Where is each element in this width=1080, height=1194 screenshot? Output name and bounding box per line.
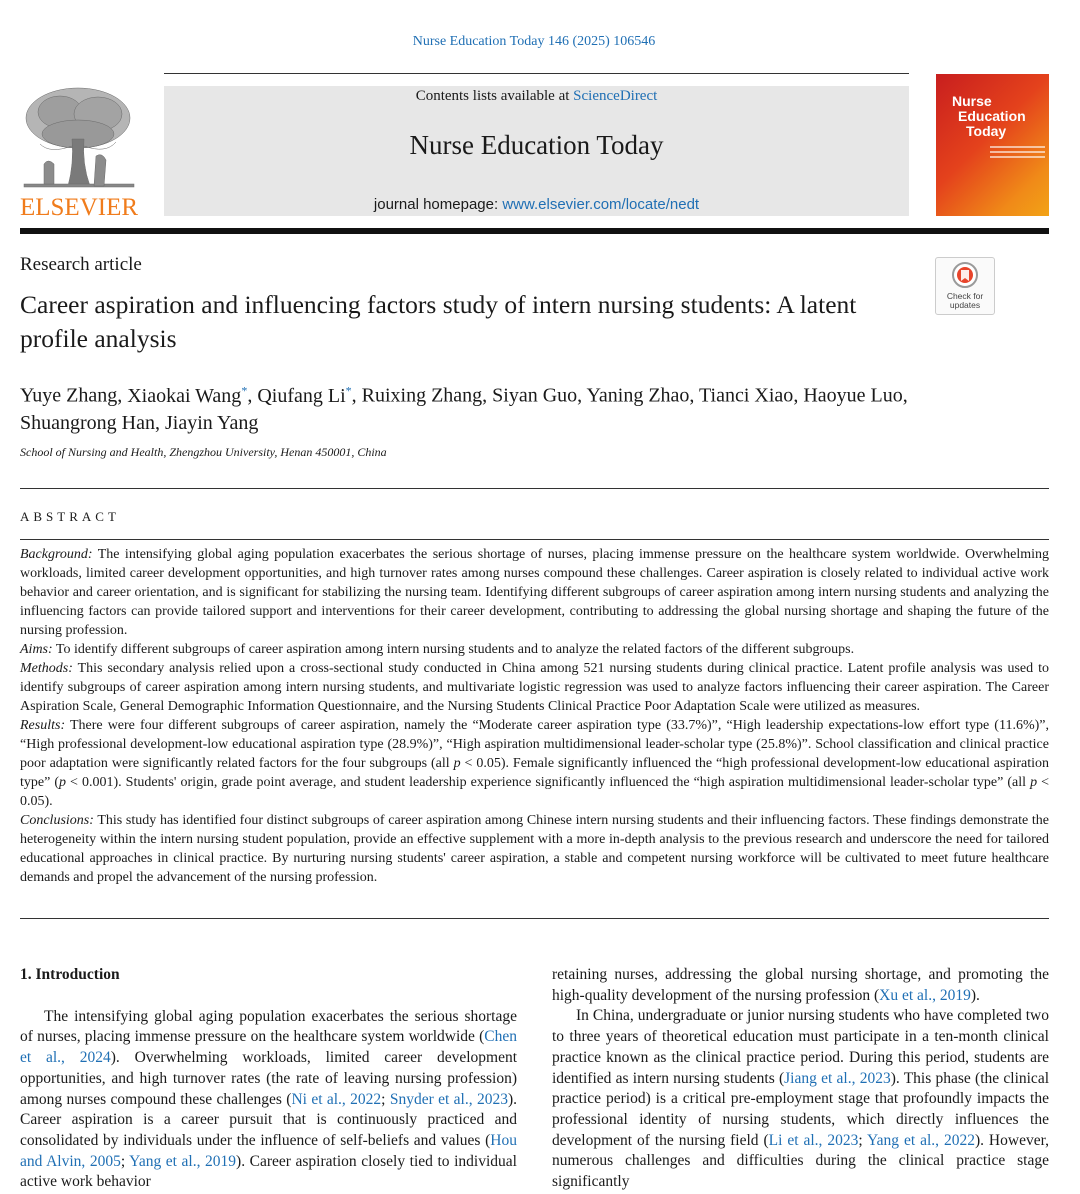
journal-homepage-link[interactable]: www.elsevier.com/locate/nedt bbox=[502, 196, 700, 213]
body-text: ). This phase (the clinical practice period) is a critical pre-employment stage that profoundly impacts the professional identity of nursing students, which directly influences the development of the nursing field ( bbox=[552, 1069, 1049, 1149]
abstract-label: Conclusions: bbox=[20, 813, 94, 828]
elsevier-logo bbox=[20, 84, 138, 220]
journal-reference[interactable]: Nurse Education Today 146 (2025) 106546 bbox=[412, 34, 656, 49]
sciencedirect-link[interactable]: ScienceDirect bbox=[573, 88, 658, 104]
author-name[interactable]: Shuangrong Han bbox=[20, 411, 155, 434]
section-rule bbox=[20, 488, 1049, 489]
p-symbol: p bbox=[59, 775, 67, 790]
body-text: The intensifying global aging population exacerbates the serious shortage of nurses, placing immense pressure on the healthcare system worldwide ( bbox=[20, 1007, 517, 1046]
header-rule bbox=[164, 73, 909, 74]
citation-link[interactable]: Yang et al., 2019 bbox=[129, 1152, 237, 1170]
author-name[interactable]: Haoyue Luo bbox=[803, 384, 903, 407]
abstract-text: < 0.05). bbox=[20, 775, 1049, 809]
author-name[interactable]: Ruixing Zhang bbox=[361, 384, 483, 407]
body-text: ). Career aspiration closely tied to individual active work behavior bbox=[20, 1152, 517, 1191]
body-column-right bbox=[552, 965, 1049, 1193]
author-list: Yuye Zhang, Xiaokai Wang*, Qiufang Li*, Ruixing Zhang, Siyan Guo, Yaning Zhao, Tianci Xiao, Haoyue Luo, Shuangrong Han, Jiayin Yang bbox=[20, 383, 908, 434]
citation-link[interactable]: Hou and Alvin, 2005 bbox=[20, 1131, 517, 1170]
cover-title-line: Education bbox=[958, 108, 1026, 124]
affiliation: School of Nursing and Health, Zhengzhou University, Henan 450001, China bbox=[20, 445, 387, 459]
check-updates-line2: updates bbox=[949, 300, 981, 310]
section-heading: 1. Introduction bbox=[20, 966, 120, 983]
corresponding-author-marker[interactable]: * bbox=[241, 383, 248, 397]
citation-link[interactable]: Li et al., 2023 bbox=[768, 1131, 859, 1149]
body-text: ). Career aspiration is a career pursuit that is continuously practiced and consolidated by individuals under the influence of self-beliefs and values ( bbox=[20, 1090, 517, 1149]
cover-decoration bbox=[990, 146, 1045, 161]
contents-line bbox=[164, 88, 909, 105]
abstract-text: < 0.001). Students' origin, grade point average, and student leadership experience significantly influenced the “high aspiration multidimensional leader-scholar type” (all bbox=[66, 775, 1031, 790]
abstract-results bbox=[20, 716, 1049, 811]
header-thick-rule bbox=[20, 228, 1049, 234]
check-for-updates-button[interactable] bbox=[935, 257, 995, 315]
body-paragraph bbox=[552, 1006, 1049, 1192]
author-name[interactable]: Jiayin Yang bbox=[164, 411, 259, 434]
p-symbol: p bbox=[453, 756, 461, 771]
body-paragraph bbox=[20, 1007, 517, 1193]
body-text: ). Overwhelming workloads, limited career development opportunities, and high turnover rates (the rate of leaving nursing profession) among nurses compound these challenges ( bbox=[20, 1049, 518, 1108]
author-name[interactable]: Siyan Guo bbox=[492, 384, 578, 407]
abstract-text: The intensifying global aging population exacerbates the serious shortage of nurses, placing immense pressure on the healthcare system worldwide. Overwhelming workloads, limited career development opportunities, and high turnover rates among nurses compound these challenges. Career aspiration is closely related to individual active work behavior and career orientation, and is significant for stabilizing the nursing team. Identifying different subgroups of career aspiration among intern nursing students and analyzing the influencing factors can provide tailored support and interventions for their career development, contributing to addressing the global nursing shortage and shaping the future of the nursing profession. bbox=[20, 547, 1049, 638]
abstract-aims bbox=[20, 640, 1049, 659]
body-text: In China, undergraduate or junior nursing students who have completed two to three years of theoretical education must participate in a ten-month clinical practice known as the clinical practice period. During this period, students are identified as intern nursing students ( bbox=[552, 1007, 1049, 1087]
svg-text:ELSEVIER: ELSEVIER bbox=[20, 194, 138, 220]
citation-link[interactable]: Chen et al., 2024 bbox=[20, 1028, 517, 1067]
homepage-line bbox=[164, 196, 909, 213]
abstract-label: Results: bbox=[20, 718, 66, 733]
body-text: ; bbox=[858, 1131, 868, 1149]
p-symbol: p bbox=[1030, 775, 1038, 790]
abstract-label: Methods: bbox=[20, 661, 73, 676]
body-text: ; bbox=[120, 1152, 130, 1170]
elsevier-tree-icon bbox=[20, 84, 138, 220]
abstract-text: < 0.05). Female significantly influenced the “high professional development-low educational aspiration type” ( bbox=[20, 756, 1049, 790]
section-rule bbox=[20, 918, 1049, 919]
abstract-label: Background: bbox=[20, 547, 93, 562]
citation-link[interactable]: Yang et al., 2022 bbox=[867, 1131, 975, 1149]
cover-title-line: Nurse bbox=[952, 93, 992, 109]
abstract-conclusions bbox=[20, 811, 1049, 887]
check-updates-label bbox=[936, 292, 994, 310]
check-updates-line1: Check for bbox=[946, 291, 984, 301]
cover-title bbox=[952, 94, 1047, 139]
corresponding-author-marker[interactable]: * bbox=[345, 383, 352, 397]
abstract-body bbox=[20, 545, 1049, 887]
body-paragraph bbox=[552, 965, 1049, 1006]
citation-link[interactable]: Xu et al., 2019 bbox=[879, 986, 971, 1004]
abstract-label: Aims: bbox=[20, 642, 53, 657]
abstract-text: This study has identified four distinct subgroups of career aspiration among Chinese intern nursing students and their influencing factors. These findings demonstrate the heterogeneity within the intern nursing student population, provide an effective supplement with a more in-depth analysis to the previous research and underscore the need for tailored educational approaches in clinical practice. By nurturing nursing students' career aspiration, a stable and competent nursing workforce will be cultivated to meet future healthcare demands and propel the advancement of the nursing profession. bbox=[20, 813, 1049, 885]
article-title: Career aspiration and influencing factors study of intern nursing students: A latent profile analysis bbox=[20, 290, 857, 353]
citation-link[interactable]: Jiang et al., 2023 bbox=[784, 1069, 891, 1087]
section-rule bbox=[20, 539, 1049, 540]
body-text: ). bbox=[970, 986, 980, 1004]
journal-title: Nurse Education Today bbox=[409, 130, 664, 160]
abstract-methods bbox=[20, 659, 1049, 716]
author-name[interactable]: Xiaokai Wang bbox=[127, 384, 242, 407]
journal-header-box bbox=[164, 86, 909, 216]
body-column-left bbox=[20, 965, 517, 1193]
abstract-background bbox=[20, 545, 1049, 640]
article-type: Research article bbox=[20, 254, 142, 275]
journal-cover[interactable] bbox=[936, 74, 1049, 216]
abstract-text: There were four different subgroups of career aspiration, namely the “Moderate career aspiration type (33.7%)”, “High leadership expectations-low effort type (11.6%)”, “High professional development-low educational aspiration type (28.9%)”, “High aspiration multidimensional leader-scholar type (25.8%)”. School classification and clinical practice poor adaptation were significantly related factors for the four subgroups (all bbox=[20, 718, 1049, 771]
author-name[interactable]: Yuye Zhang bbox=[20, 384, 118, 407]
homepage-prefix: journal homepage: bbox=[373, 196, 503, 213]
citation-link[interactable]: Ni et al., 2022 bbox=[291, 1090, 382, 1108]
author-name[interactable]: Qiufang Li bbox=[257, 384, 346, 407]
abstract-text: To identify different subgroups of career aspiration among intern nursing students and to analyze the related factors of the different subgroups. bbox=[52, 642, 855, 657]
check-updates-icon bbox=[952, 261, 978, 289]
abstract-heading: ABSTRACT bbox=[20, 509, 120, 524]
author-name[interactable]: Yaning Zhao bbox=[586, 384, 690, 407]
body-text: retaining nurses, addressing the global nursing shortage, and promoting the high-quality development of the nursing profession ( bbox=[552, 966, 1049, 1004]
abstract-text: This secondary analysis relied upon a cross-sectional study conducted in China among 521 nursing students during clinical practice. Latent profile analysis was used to identify subgroups of career aspiration among intern nursing students, and multivariate logistic regression was used to analyze factors influencing their career aspiration. The Career Aspiration Scale, General Demographic Information Questionnaire, and the Nursing Students Clinical Practice Poor Adaptation Scale were utilized as measures. bbox=[20, 661, 1049, 714]
body-text: ; bbox=[381, 1090, 390, 1108]
cover-title-line: Today bbox=[966, 123, 1007, 139]
citation-link[interactable]: Snyder et al., 2023 bbox=[389, 1090, 508, 1108]
author-name[interactable]: Tianci Xiao bbox=[699, 384, 794, 407]
body-text: ). However, numerous challenges and difficulties during the clinical practice stage significantly bbox=[552, 1131, 1049, 1191]
contents-prefix: Contents lists available at bbox=[415, 88, 574, 104]
